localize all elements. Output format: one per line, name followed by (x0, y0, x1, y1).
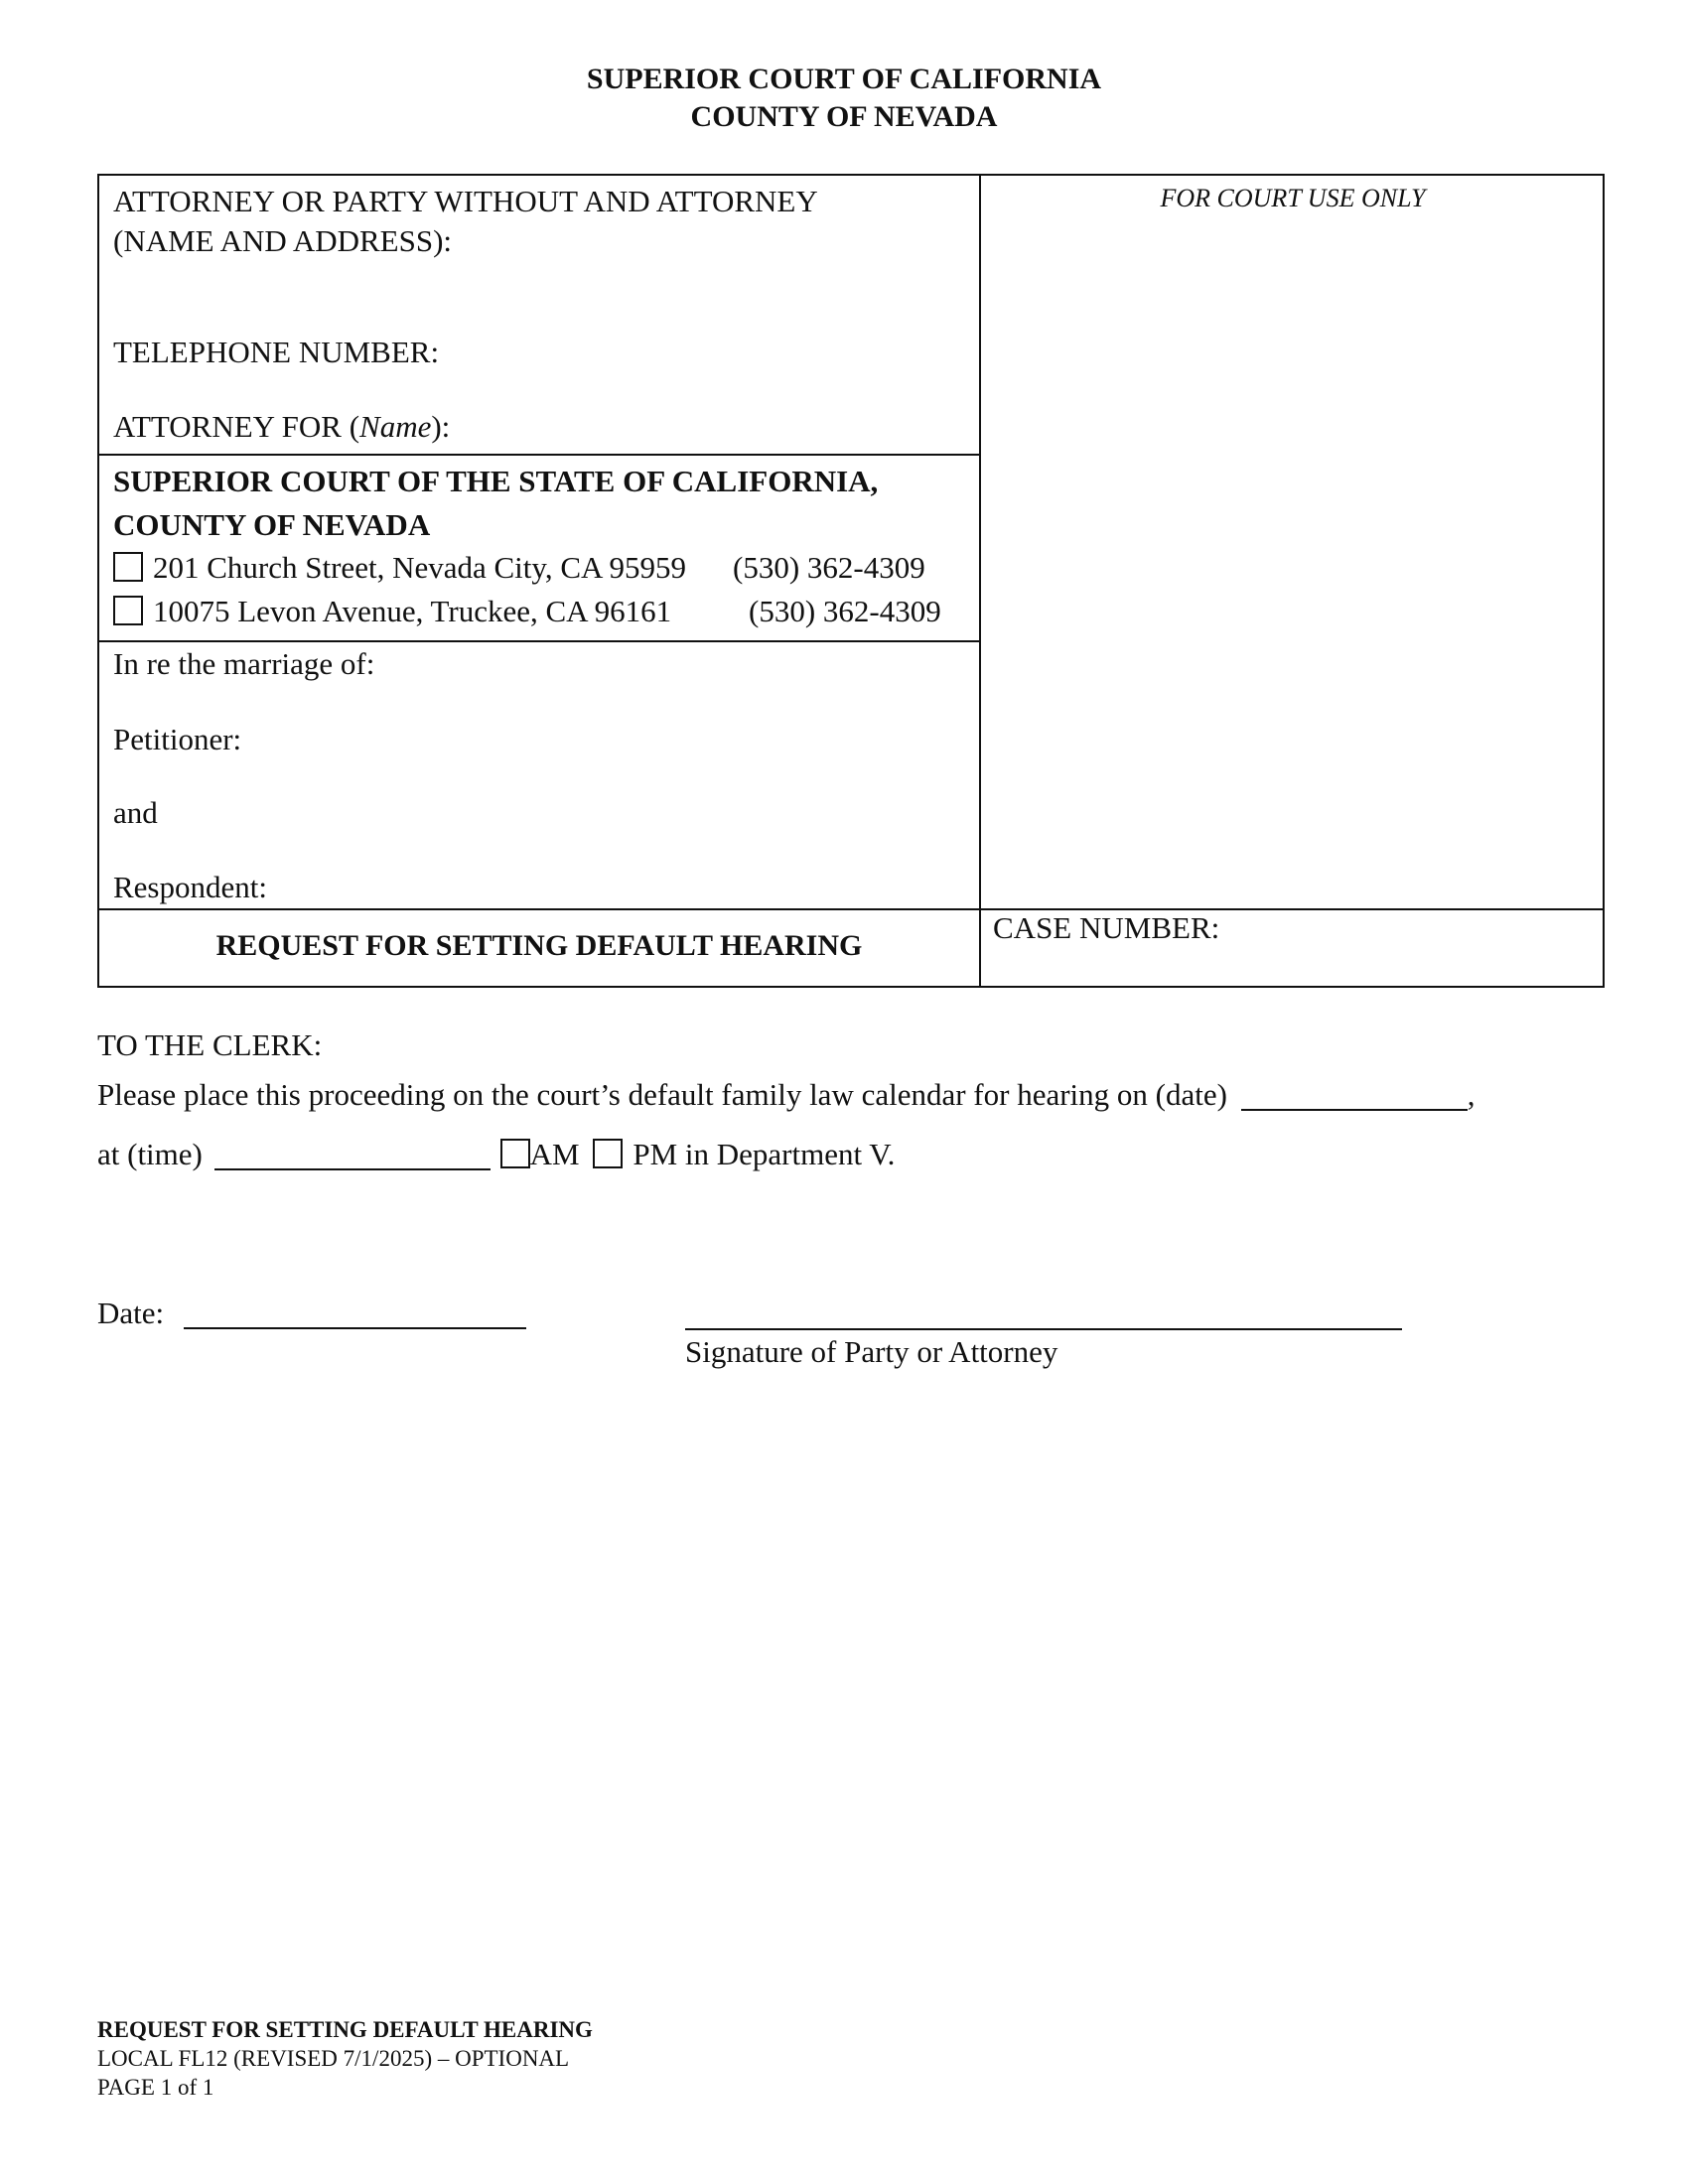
in-re-label: In re the marriage of: (113, 646, 375, 681)
caption-rule (99, 908, 1605, 910)
attorney-label-line-2: (NAME AND ADDRESS): (113, 223, 453, 258)
signature-label: Signature of Party or Attorney (685, 1334, 1058, 1369)
attorney-for-name: Name (359, 409, 432, 444)
request-comma: , (1467, 1077, 1476, 1112)
to-clerk-label: TO THE CLERK: (97, 1027, 323, 1062)
at-time-label: at (time) (97, 1137, 203, 1171)
location-phone: (530) 362-4309 (733, 550, 925, 585)
location-address: 10075 Levon Avenue, Truckee, CA 96161 (153, 594, 672, 628)
case-number-label: CASE NUMBER: (993, 910, 1220, 945)
footer-page-number: PAGE 1 of 1 (97, 2075, 214, 2100)
am-checkbox[interactable] (500, 1139, 530, 1168)
court-use-only-label: FOR COURT USE ONLY (1160, 184, 1426, 212)
caption-rule (99, 454, 980, 456)
caption-table (97, 174, 1605, 988)
date-field[interactable] (184, 1296, 526, 1329)
petitioner-label: Petitioner: (113, 722, 242, 756)
court-header-line-1: SUPERIOR COURT OF CALIFORNIA (586, 63, 1102, 95)
attorney-for-prefix: ATTORNEY FOR ( (113, 409, 360, 444)
and-label: and (113, 795, 158, 830)
hearing-time-row (97, 1135, 895, 1174)
location-checkbox-nevada-city[interactable] (113, 552, 143, 582)
court-name-line-2: COUNTY OF NEVADA (113, 507, 431, 542)
footer-form-id: LOCAL FL12 (REVISED 7/1/2025) – OPTIONAL (97, 2046, 570, 2071)
caption-rule (99, 640, 980, 642)
pm-checkbox[interactable] (593, 1139, 623, 1168)
pm-label: PM in Department V. (633, 1137, 896, 1171)
request-sentence (97, 1075, 1475, 1115)
attorney-for-suffix: ): (431, 409, 451, 444)
form-title: REQUEST FOR SETTING DEFAULT HEARING (215, 929, 863, 962)
attorney-label-line-1: ATTORNEY OR PARTY WITHOUT AND ATTORNEY (113, 184, 818, 218)
footer-title: REQUEST FOR SETTING DEFAULT HEARING (97, 2017, 593, 2042)
hearing-time-field[interactable] (214, 1137, 491, 1170)
date-label: Date: (97, 1296, 165, 1330)
location-phone: (530) 362-4309 (749, 594, 941, 628)
location-option-nevada-city[interactable] (113, 548, 686, 588)
caption-divider (979, 176, 981, 986)
signature-line[interactable] (685, 1328, 1402, 1330)
date-row (97, 1294, 526, 1333)
court-name-line-1: SUPERIOR COURT OF THE STATE OF CALIFORNIA, (113, 464, 879, 498)
respondent-label: Respondent: (113, 870, 267, 904)
location-option-truckee[interactable] (113, 592, 671, 631)
hearing-date-field[interactable] (1241, 1077, 1468, 1111)
court-header-line-2: COUNTY OF NEVADA (690, 100, 998, 133)
telephone-label: TELEPHONE NUMBER: (113, 335, 440, 369)
request-sentence-text: Please place this proceeding on the court’s default family law calendar for hearing on (date) (97, 1077, 1227, 1112)
am-label: AM (529, 1137, 580, 1171)
attorney-for-label (113, 407, 450, 447)
location-checkbox-truckee[interactable] (113, 596, 143, 625)
location-address: 201 Church Street, Nevada City, CA 95959 (153, 550, 686, 585)
